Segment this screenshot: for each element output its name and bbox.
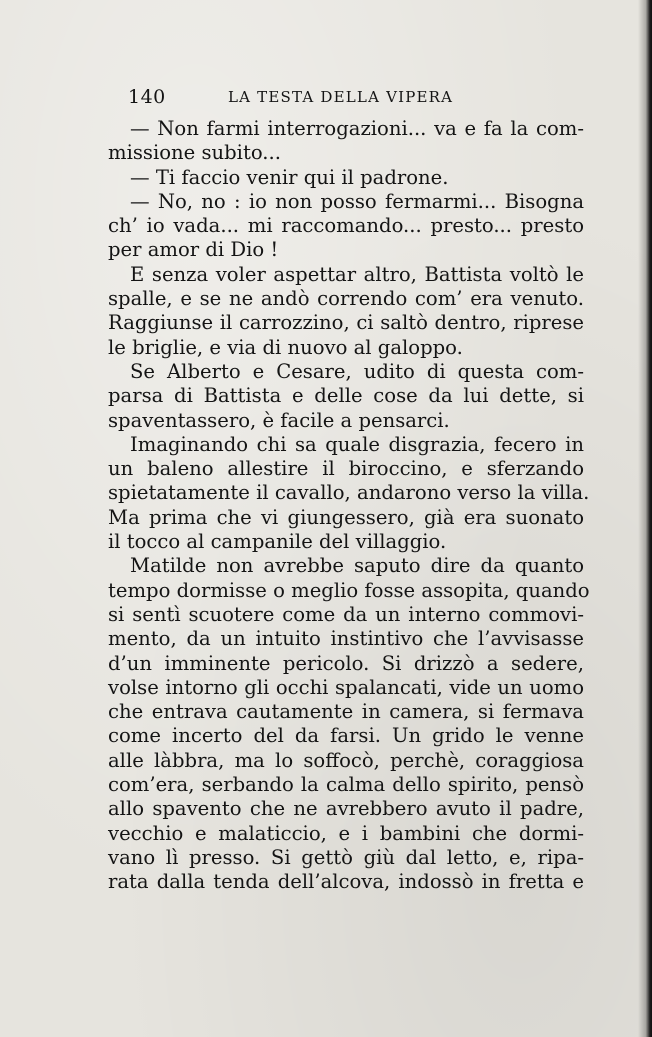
- book-spine-shadow: [638, 0, 652, 1037]
- text-line: che entrava cautamente in camera, si fermava: [108, 700, 584, 724]
- running-title: LA TESTA DELLA VIPERA: [228, 88, 454, 106]
- text-line: tempo dormisse o meglio fosse assopita, quando: [108, 578, 590, 602]
- text-line: mento, da un intuito instintivo che l’avvisasse: [108, 627, 584, 651]
- text-line: Ma prima che vi giungessero, già era suonato: [108, 505, 584, 529]
- body-text: [108, 117, 590, 895]
- text-line: E senza voler aspettar altro, Battista voltò le: [130, 262, 584, 286]
- text-line: missione subito...: [108, 141, 281, 165]
- text-line: le briglie, e via di nuovo al galoppo.: [108, 335, 463, 359]
- text-line: volse intorno gli occhi spalancati, vide un uomo: [108, 675, 584, 699]
- text-line: Se Alberto e Cesare, udito di questa com-: [130, 359, 584, 383]
- text-line: — Non farmi interrogazioni... va e fa la com-: [130, 117, 584, 140]
- text-line: spalle, e se ne andò correndo com’ era venuto.: [108, 287, 584, 311]
- text-line: spietatamente il cavallo, andarono verso la villa.: [108, 481, 590, 505]
- text-line: allo spavento che ne avrebbero avuto il padre,: [108, 797, 584, 821]
- text-line: — No, no : io non posso fermarmi... Bisogna: [130, 189, 584, 213]
- text-line: d’un imminente pericolo. Si drizzò a sedere,: [108, 651, 584, 675]
- text-line: Raggiunse il carrozzino, ci saltò dentro, riprese: [108, 311, 584, 335]
- text-line: Matilde non avrebbe saputo dire da quanto: [130, 554, 584, 578]
- text-line: — Ti faccio venir qui il padrone.: [130, 165, 449, 189]
- page-number: 140: [128, 86, 166, 108]
- text-line: ch’ io vada... mi raccomando... presto... presto: [108, 214, 584, 238]
- text-line: spaventassero, è facile a pensarci.: [108, 408, 450, 432]
- text-line: vecchio e malaticcio, e i bambini che dormi-: [108, 821, 584, 845]
- text-line: parsa di Battista e delle cose da lui dette, si: [108, 384, 584, 408]
- text-line: per amor di Dio !: [108, 238, 279, 262]
- text-line: come incerto del da farsi. Un grido le venne: [108, 724, 584, 748]
- text-line: vano lì presso. Si gettò giù dal letto, e, ripa-: [108, 845, 584, 869]
- text-line: rata dalla tenda dell’alcova, indossò in fretta e: [108, 870, 584, 894]
- text-line: Imaginando chi sa quale disgrazia, fecero in: [130, 432, 584, 456]
- text-line: si sentì scuotere come da un interno commovi-: [108, 602, 584, 626]
- page-header: [128, 86, 478, 114]
- text-line: alle làbbra, ma lo soffocò, perchè, coraggiosa: [108, 748, 584, 772]
- text-line: il tocco al campanile del villaggio.: [108, 530, 447, 554]
- text-line: un baleno allestire il biroccino, e sferzando: [108, 457, 584, 481]
- text-line: com’era, serbando la calma dello spirito, pensò: [108, 773, 584, 797]
